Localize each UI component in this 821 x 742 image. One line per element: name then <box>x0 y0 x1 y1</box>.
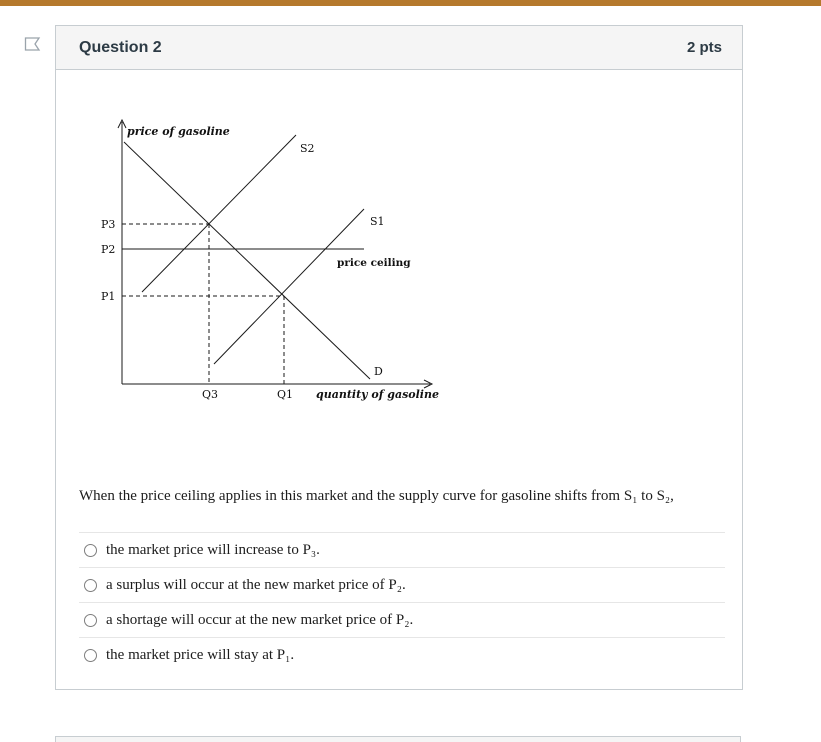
question-prompt: When the price ceiling applies in this market and the supply curve for gasoline shifts from S₁ to S₂, <box>79 488 674 504</box>
answer-option-label[interactable]: a shortage will occur at the new market price of P₂. <box>106 611 414 628</box>
question-points: 2 pts <box>686 39 722 56</box>
p3-label: P3 <box>101 218 116 231</box>
answer-option[interactable] <box>79 637 725 672</box>
demand-label: D <box>374 365 383 378</box>
s1-label: S1 <box>370 215 385 228</box>
y-axis-label: price of gasoline <box>127 125 230 138</box>
answer-option[interactable] <box>79 602 725 637</box>
p2-label: P2 <box>101 243 116 256</box>
answer-options <box>79 532 725 672</box>
q1-label: Q1 <box>277 388 294 401</box>
question-header <box>56 26 742 70</box>
demand-curve <box>124 142 370 379</box>
question-card <box>55 25 743 690</box>
radio-button[interactable] <box>84 649 97 662</box>
radio-button[interactable] <box>84 579 97 592</box>
p1-label: P1 <box>101 290 116 303</box>
answer-option-label[interactable]: the market price will stay at P₁. <box>106 646 295 663</box>
answer-option[interactable] <box>79 567 725 602</box>
supply-curve-s1 <box>214 209 364 364</box>
radio-button[interactable] <box>84 614 97 627</box>
s2-label: S2 <box>300 142 315 155</box>
flag-question-button[interactable] <box>23 36 42 53</box>
answer-option-label[interactable]: a surplus will occur at the new market price of P₂. <box>106 576 406 593</box>
q3-label: Q3 <box>202 388 219 401</box>
theme-top-bar <box>0 0 821 6</box>
supply-demand-diagram <box>94 114 446 406</box>
radio-button[interactable] <box>84 544 97 557</box>
question-title: Question 2 <box>79 38 162 56</box>
x-axis-label: quantity of gasoline <box>316 388 439 401</box>
price-ceiling-label: price ceiling <box>337 257 411 269</box>
answer-option[interactable] <box>79 532 725 567</box>
flag-icon <box>23 36 42 53</box>
next-question-card-edge <box>55 736 741 742</box>
answer-option-label[interactable]: the market price will increase to P₃. <box>106 541 320 558</box>
supply-curve-s2 <box>142 135 296 292</box>
